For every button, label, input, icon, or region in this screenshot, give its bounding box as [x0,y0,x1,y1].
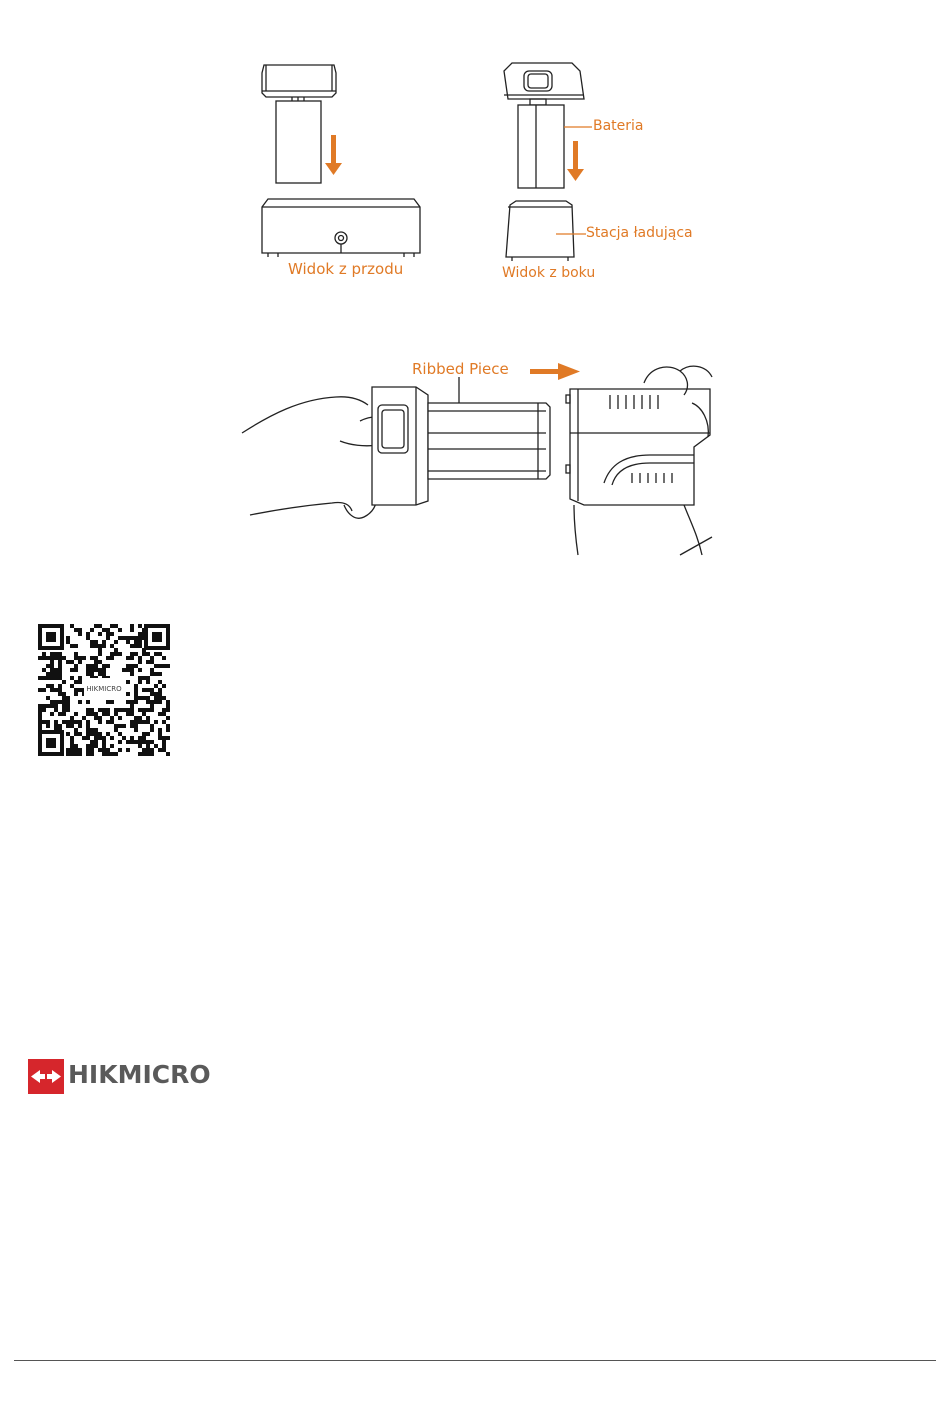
battery-label: Bateria [593,118,644,134]
charger-label: Stacja ładująca [586,225,693,241]
side-view-label: Widok z boku [502,265,596,281]
hikmicro-logo-icon [28,1059,64,1094]
charging-figure [240,55,710,290]
qr-code [38,624,170,756]
charging-illustration [240,55,710,290]
battery-insertion-figure [240,355,715,560]
front-view-label: Widok z przodu [288,260,404,278]
footer-divider [14,1360,936,1361]
qr-code-image [38,624,170,756]
ribbed-piece-label: Ribbed Piece [412,360,509,378]
brand-name: HIKMICRO [68,1060,211,1089]
qr-center-text: HIKMICRO [86,685,122,693]
hikmicro-logo [28,1059,64,1094]
battery-insertion-illustration [240,355,715,560]
